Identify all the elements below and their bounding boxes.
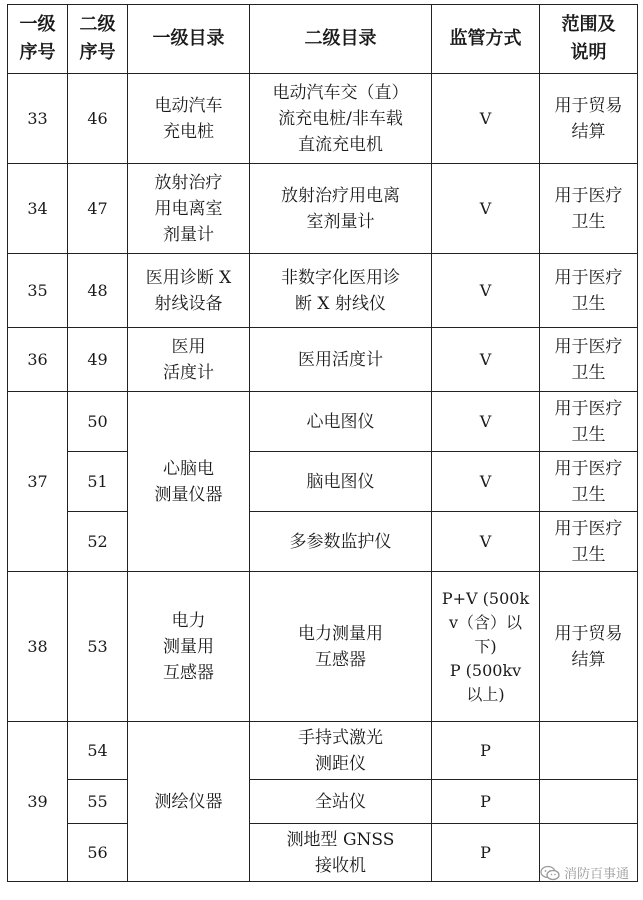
level1-no: 39 [8,722,68,882]
table-row [8,512,638,572]
scope-note: 用于贸易 结算 [540,74,638,164]
level2-no: 53 [68,572,128,722]
scope-note: 用于医疗 卫生 [540,512,638,572]
header-level2-no: 二级 序号 [68,5,128,74]
header-scope-note: 范围及 说明 [540,5,638,74]
supervision-mode: P [432,824,540,882]
level2-catalog: 放射治疗用电离 室剂量计 [250,164,432,254]
level2-no: 54 [68,722,128,780]
level2-catalog: 非数字化医用诊 断 X 射线仪 [250,254,432,328]
header-level2-catalog: 二级目录 [250,5,432,74]
level2-catalog: 多参数监护仪 [250,512,432,572]
level1-catalog: 电力 测量用 互感器 [128,572,250,722]
level2-catalog: 心电图仪 [250,392,432,452]
scope-note [540,722,638,780]
supervision-mode: P+V (500k v（含）以 下) P (500kv 以上) [432,572,540,722]
table-row [8,722,638,780]
header-level1-no: 一级 序号 [8,5,68,74]
header-level1-catalog: 一级目录 [128,5,250,74]
catalog-table [7,4,638,882]
supervision-mode: V [432,392,540,452]
table-row [8,392,638,452]
level2-no: 47 [68,164,128,254]
scope-note: 用于贸易 结算 [540,572,638,722]
watermark [540,863,629,882]
level1-no: 33 [8,74,68,164]
header-row [8,5,638,74]
level1-catalog: 测绘仪器 [128,722,250,882]
header-supervision-mode: 监管方式 [432,5,540,74]
level2-no: 50 [68,392,128,452]
level2-catalog: 全站仪 [250,780,432,824]
watermark-text: 消防百事通 [563,867,629,882]
level1-no: 35 [8,254,68,328]
supervision-mode: V [432,164,540,254]
table-row [8,254,638,328]
level1-catalog: 医用诊断 X 射线设备 [128,254,250,328]
level1-no: 34 [8,164,68,254]
level2-catalog: 测地型 GNSS 接收机 [250,824,432,882]
scope-note: 用于医疗 卫生 [540,328,638,392]
level2-no: 56 [68,824,128,882]
level1-catalog: 心脑电 测量仪器 [128,392,250,572]
level2-no: 48 [68,254,128,328]
table-row [8,328,638,392]
scope-note: 用于医疗 卫生 [540,164,638,254]
table-row [8,572,638,722]
scope-note: 用于医疗 卫生 [540,254,638,328]
level2-catalog: 电力测量用 互感器 [250,572,432,722]
level1-catalog: 放射治疗 用电离室 剂量计 [128,164,250,254]
table-row [8,780,638,824]
supervision-mode: V [432,512,540,572]
level1-catalog: 医用 活度计 [128,328,250,392]
level2-no: 52 [68,512,128,572]
level2-no: 55 [68,780,128,824]
level2-catalog: 手持式激光 测距仪 [250,722,432,780]
level2-no: 49 [68,328,128,392]
supervision-mode: V [432,254,540,328]
supervision-mode: P [432,780,540,824]
level2-catalog: 医用活度计 [250,328,432,392]
level1-no: 37 [8,392,68,572]
table-row [8,164,638,254]
level2-no: 51 [68,452,128,512]
level2-no: 46 [68,74,128,164]
scope-note: 用于医疗 卫生 [540,452,638,512]
level1-no: 38 [8,572,68,722]
level2-catalog: 电动汽车交（直） 流充电桩/非车载 直流充电机 [250,74,432,164]
supervision-mode: V [432,328,540,392]
supervision-mode: P [432,722,540,780]
scope-note: 用于医疗 卫生 [540,392,638,452]
wechat-icon [540,865,560,881]
table-row [8,452,638,512]
scope-note [540,780,638,824]
level1-catalog: 电动汽车 充电桩 [128,74,250,164]
table-row [8,74,638,164]
supervision-mode: V [432,452,540,512]
level2-catalog: 脑电图仪 [250,452,432,512]
level1-no: 36 [8,328,68,392]
supervision-mode: V [432,74,540,164]
